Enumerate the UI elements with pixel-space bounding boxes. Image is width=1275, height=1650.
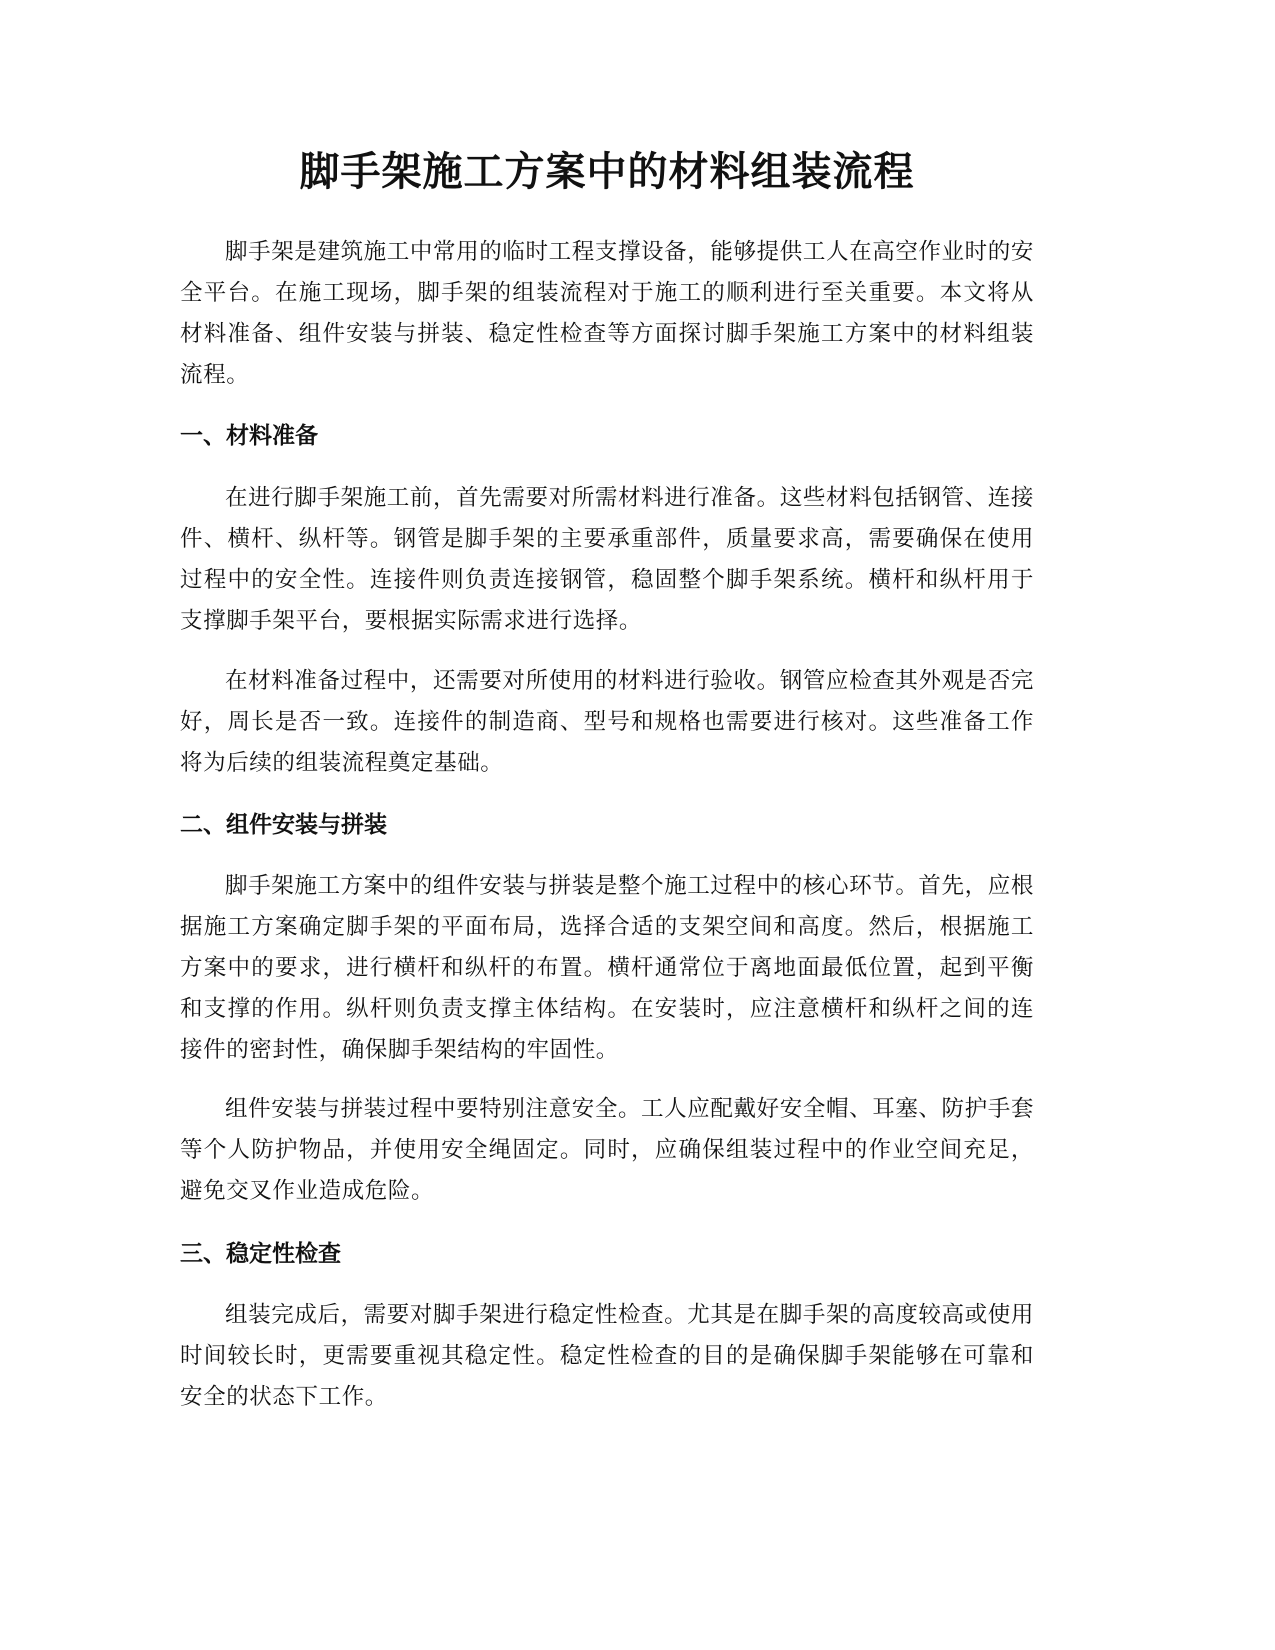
- document-title: 脚手架施工方案中的材料组装流程: [299, 149, 915, 195]
- section-heading-assembly: 二、组件安装与拼装: [180, 812, 387, 838]
- intro-paragraph: 脚手架是建筑施工中常用的临时工程支撑设备，能够提供工人在高空作业时的安全平台。在施工现场，脚手架的组装流程对于施工的顺利进行至关重要。本文将从材料准备、组件安装与拼装、稳定性检查等方面探讨脚手架施工方案中的材料组装流程。: [180, 239, 1034, 388]
- section-paragraph: 在进行脚手架施工前，首先需要对所需材料进行准备。这些材料包括钢管、连接件、横杆、纵杆等。钢管是脚手架的主要承重部件，质量要求高，需要确保在使用过程中的安全性。连接件则负责连接钢管，稳固整个脚手架系统。横杆和纵杆用于支撑脚手架平台，要根据实际需求进行选择。: [180, 485, 1034, 634]
- section-paragraph: 组装完成后，需要对脚手架进行稳定性检查。尤其是在脚手架的高度较高或使用时间较长时，更需要重视其稳定性。稳定性检查的目的是确保脚手架能够在可靠和安全的状态下工作。: [180, 1302, 1034, 1410]
- section-heading-stability: 三、稳定性检查: [180, 1241, 341, 1267]
- section-paragraph: 组件安装与拼装过程中要特别注意安全。工人应配戴好安全帽、耳塞、防护手套等个人防护物品，并使用安全绳固定。同时，应确保组装过程中的作业空间充足，避免交叉作业造成危险。: [180, 1096, 1034, 1204]
- section-paragraph: 在材料准备过程中，还需要对所使用的材料进行验收。钢管应检查其外观是否完好，周长是否一致。连接件的制造商、型号和规格也需要进行核对。这些准备工作将为后续的组装流程奠定基础。: [180, 668, 1034, 776]
- section-paragraph: 脚手架施工方案中的组件安装与拼装是整个施工过程中的核心环节。首先，应根据施工方案确定脚手架的平面布局，选择合适的支架空间和高度。然后，根据施工方案中的要求，进行横杆和纵杆的布置。横杆通常位于离地面最低位置，起到平衡和支撑的作用。纵杆则负责支撑主体结构。在安装时，应注意横杆和纵杆之间的连接件的密封性，确保脚手架结构的牢固性。: [180, 873, 1034, 1063]
- section-heading-materials: 一、材料准备: [180, 423, 318, 449]
